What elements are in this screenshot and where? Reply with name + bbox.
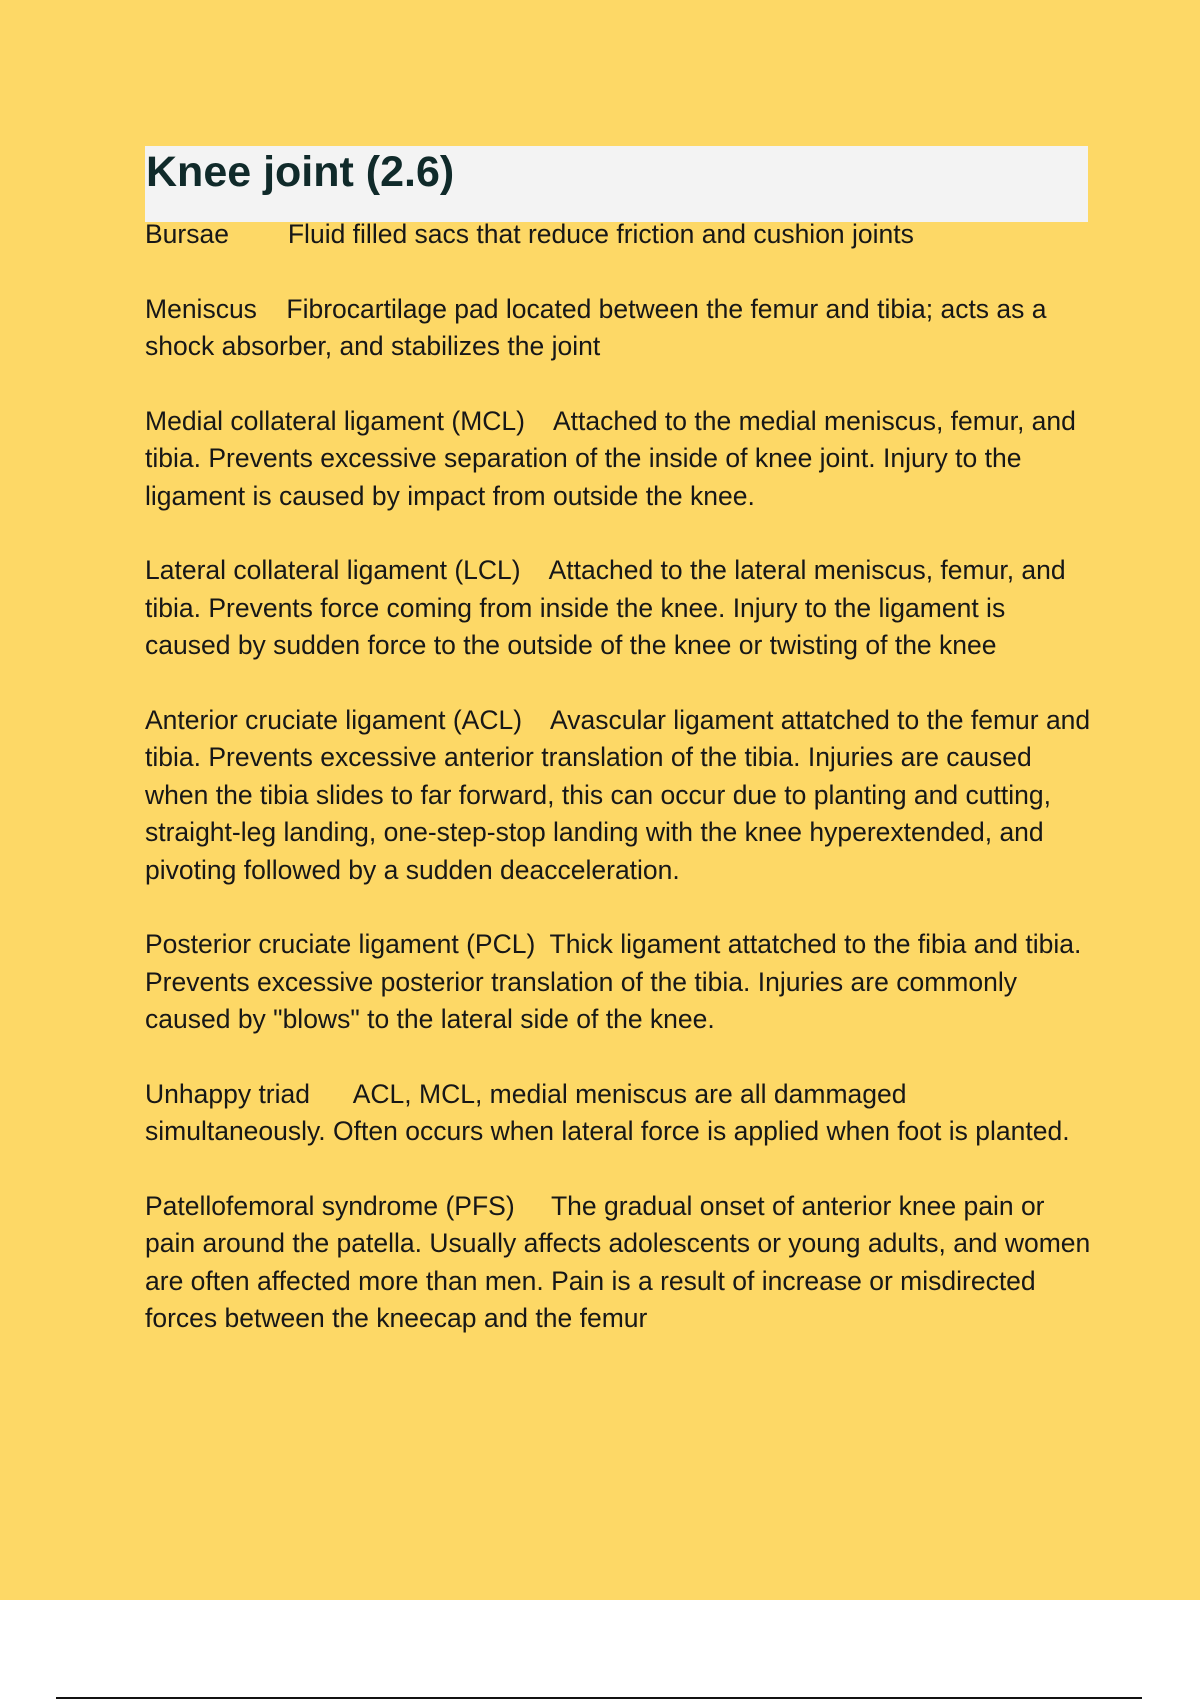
footer-divider [56,1697,1142,1699]
entry-gap [229,219,288,249]
entry-definition: Fluid filled sacs that reduce friction and cushion joints [287,219,914,249]
definition-entry-mcl [145,403,1093,516]
definition-entry-pcl [145,926,1093,1039]
entry-term: Patellofemoral syndrome (PFS) [145,1190,515,1221]
entry-gap [521,555,549,585]
definition-entry-pfs [145,1188,1093,1338]
entry-definition: Fibrocartilage pad located between the femur and tibia; acts as a shock absorber, and stabilizes the joint [145,293,1047,361]
entry-definition: ACL, MCL, medial meniscus are all dammaged simultaneously. Often occurs when lateral force is applied when foot is planted. [145,1078,1070,1146]
page-title: Knee joint (2.6) [146,148,455,196]
entry-term: Anterior cruciate ligament (ACL) [145,704,523,735]
entry-definition: The gradual onset of anterior knee pain or pain around the patella. Usually affects adolescents or young adults, and women are often affected more than men. Pain is a result of increase or misdirected forces between the kneecap and the femur [145,1190,1091,1333]
definition-entry-lcl [145,552,1093,665]
entry-definition: Thick ligament attatched to the fibia and tibia. Prevents excessive posterior translation of the tibia. Injuries are commonly caused by "blows" to the lateral side of the knee. [145,929,1082,1034]
entry-gap [522,705,550,735]
definition-entry-bursae [145,216,1093,254]
definition-list [145,216,1093,1375]
entry-gap [535,929,549,959]
entry-gap [310,1079,353,1109]
definition-entry-unhappy-triad [145,1076,1093,1151]
entry-definition: Attached to the lateral meniscus, femur, and tibia. Prevents force coming from inside the knee. Injury to the ligament is caused by sudden force to the outside of the knee or twisting of the knee [145,555,1066,660]
entry-gap [515,1191,551,1221]
entry-term: Medial collateral ligament (MCL) [145,405,525,436]
entry-term: Meniscus [145,293,257,324]
entry-gap [257,294,286,324]
definition-entry-meniscus [145,291,1093,366]
entry-definition: Attached to the medial meniscus, femur, and tibia. Prevents excessive separation of the inside of knee joint. Injury to the ligament is caused by impact from outside the knee. [145,405,1076,511]
entry-definition: Avascular ligament attatched to the femur and tibia. Prevents excessive anterior translation of the tibia. Injuries are caused when the tibia slides to far forward, this can occur due to planting and cutting, straight-leg landing, one-step-stop landing with the knee hyperextended, and pivoting followed by a sudden deacceleration. [145,704,1091,885]
entry-term: Lateral collateral ligament (LCL) [145,555,521,585]
entry-term: Bursae [145,219,229,249]
definition-entry-acl [145,702,1093,890]
entry-term: Posterior cruciate ligament (PCL) [145,929,536,959]
entry-term: Unhappy triad [145,1078,310,1109]
entry-gap [525,406,553,436]
